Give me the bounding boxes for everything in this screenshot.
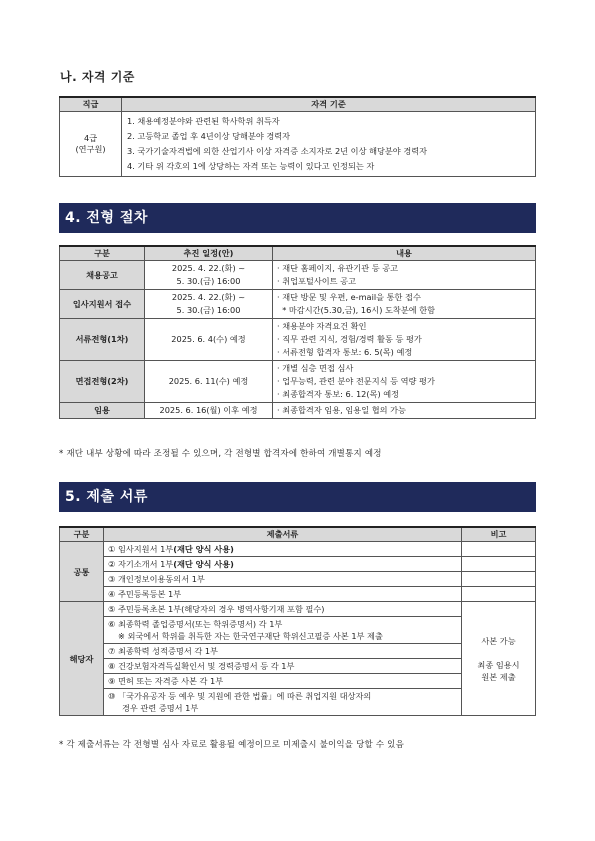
doc-subtext: 경우 관련 증명서 1부 (122, 703, 199, 713)
stage-date (145, 290, 273, 319)
doc-text: ② 자기소개서 1부 (108, 559, 174, 569)
doc-text: ⑦ 최종학력 성적증명서 각 1부 (108, 646, 218, 656)
table-row (60, 572, 536, 587)
table-row (60, 319, 536, 361)
stage-label: 면접전형(2차) (60, 361, 145, 403)
doc-text: ① 임사지원서 1부 (108, 544, 174, 554)
content-item: · 개별 심층 면접 심사 (277, 363, 354, 373)
doc-item (104, 644, 462, 659)
stage-date (145, 319, 273, 361)
content-item: · 직무 관련 지식, 경험/경력 활동 등 평가 (277, 334, 422, 344)
doc-text: ④ 주민등록등본 1부 (108, 589, 182, 599)
stage-date (145, 361, 273, 403)
stage-content (273, 319, 536, 361)
stage-content (273, 261, 536, 290)
doc-text: ③ 개인정보이용동의서 1부 (108, 574, 205, 584)
table-row (60, 403, 536, 419)
grade-line2: (연구원) (75, 144, 106, 154)
table-row (60, 361, 536, 403)
criteria-item: 1. 채용예정분야와 관련된 학사학위 취득자 (127, 116, 280, 126)
content-item: · 채용분야 자격요건 확인 (277, 321, 367, 331)
remark-cell (462, 542, 536, 557)
grade-cell (60, 112, 122, 177)
remark-cell (462, 557, 536, 572)
remark-cell (462, 572, 536, 587)
qualification-col-criteria: 자격 기준 (122, 97, 536, 112)
remark-cell (462, 587, 536, 602)
table-row (60, 261, 536, 290)
doc-subtext: ※ 외국에서 학위를 취득한 자는 한국연구재단 학위신고필증 사본 1부 제출 (118, 631, 383, 641)
content-item: · 서류전형 합격자 통보: 6. 5(목) 예정 (277, 347, 413, 357)
documents-table (59, 526, 536, 716)
doc-item (104, 542, 462, 557)
documents-note: * 각 제출서류는 각 전형별 심사 자료로 활용될 예정이므로 미제출시 불이익을 당할 수 있음 (59, 740, 404, 750)
criteria-cell (122, 112, 536, 177)
procedure-col-schedule: 추진 일정(안) (145, 246, 273, 261)
stage-content (273, 361, 536, 403)
doc-text: ⑤ 주민등록초본 1부(해당자의 경우 병역사항기재 포함 필수) (108, 604, 325, 614)
content-item: · 최종합격자 임용, 임용일 협의 가능 (277, 405, 406, 415)
criteria-item: 3. 국가기술자격법에 의한 산업기사 이상 자격증 소지자로 2년 이상 해당분야 경력자 (127, 146, 428, 156)
documents-col-type: 구분 (60, 527, 104, 542)
stage-label: 서류전형(1차) (60, 319, 145, 361)
stage-date (145, 261, 273, 290)
doc-item (104, 689, 462, 716)
content-item: · 재단 방문 및 우편, e-mail을 통한 접수 (277, 292, 421, 302)
grade-line1: 4급 (83, 133, 98, 143)
procedure-banner: 4. 전형 절차 (59, 203, 536, 233)
table-row (60, 542, 536, 557)
stage-content (273, 290, 536, 319)
documents-col-remark: 비고 (462, 527, 536, 542)
stage-label: 입사지원서 접수 (60, 290, 145, 319)
date-line: 2025. 6. 4(수) 예정 (171, 334, 246, 344)
doc-item (104, 572, 462, 587)
common-label: 공통 (60, 542, 104, 602)
doc-item (104, 617, 462, 644)
doc-item (104, 557, 462, 572)
stage-label: 채용공고 (60, 261, 145, 290)
doc-text: ⑩ 「국가유공자 등 예우 및 지원에 관한 법률」에 따른 취업지원 대상자의 (108, 691, 372, 701)
table-row (60, 602, 536, 617)
table-row (60, 557, 536, 572)
date-line: 2025. 4. 22.(화) ~ (171, 292, 246, 302)
doc-text: ⑨ 면허 또는 자격증 사본 각 1부 (108, 676, 224, 686)
documents-banner: 5. 제출 서류 (59, 482, 536, 512)
procedure-table (59, 245, 536, 419)
qualification-heading: 나. 자격 기준 (60, 70, 135, 84)
date-line: 5. 30.(금) 16:00 (176, 305, 241, 315)
date-line: 5. 30.(금) 16:00 (176, 276, 241, 286)
doc-item (104, 587, 462, 602)
qualification-col-grade: 직급 (60, 97, 122, 112)
remark-line: 최종 임용시 (477, 659, 520, 670)
remark-line: 원본 제출 (481, 671, 516, 682)
applicable-label: 해당자 (60, 602, 104, 716)
content-item: · 취업포털사이트 공고 (277, 276, 356, 286)
content-item: * 마감시간(5.30,금), 16시) 도착분에 한함 (277, 305, 436, 315)
remark-line: 사본 가능 (481, 635, 516, 646)
doc-item (104, 674, 462, 689)
remark-cell (462, 602, 536, 716)
table-row (60, 587, 536, 602)
content-item: · 최종합격자 통보: 6. 12(목) 예정 (277, 389, 400, 399)
doc-text: ⑥ 최종학력 졸업증명서(또는 학위증명서) 각 1부 (108, 619, 283, 629)
criteria-item: 2. 고등학교 졸업 후 4년이상 당해분야 경력자 (127, 131, 291, 141)
stage-content (273, 403, 536, 419)
documents-col-docs: 제출서류 (104, 527, 462, 542)
procedure-note: * 재단 내부 상황에 따라 조정될 수 있으며, 각 전형별 합격자에 한하여 개별통지 예정 (59, 449, 382, 459)
doc-text-bold: (재단 양식 사용) (173, 559, 234, 569)
qualification-table (59, 96, 536, 177)
doc-item (104, 659, 462, 674)
procedure-col-content: 내용 (273, 246, 536, 261)
doc-text-bold: (재단 양식 사용) (173, 544, 234, 554)
date-line: 2025. 6. 16(월) 이후 예정 (159, 405, 258, 415)
stage-date (145, 403, 273, 419)
doc-text: ⑧ 건강보험자격득실확인서 및 경력증명서 등 각 1부 (108, 661, 295, 671)
procedure-col-stage: 구분 (60, 246, 145, 261)
content-item: · 재단 홈페이지, 유관기관 등 공고 (277, 263, 399, 273)
date-line: 2025. 6. 11(수) 예정 (168, 376, 249, 386)
stage-label: 임용 (60, 403, 145, 419)
table-row (60, 290, 536, 319)
date-line: 2025. 4. 22.(화) ~ (171, 263, 246, 273)
content-item: · 업무능력, 관련 분야 전문지식 등 역량 평가 (277, 376, 435, 386)
doc-item (104, 602, 462, 617)
criteria-item: 4. 기타 위 각호의 1에 상당하는 자격 또는 능력이 있다고 인정되는 자 (127, 161, 375, 171)
